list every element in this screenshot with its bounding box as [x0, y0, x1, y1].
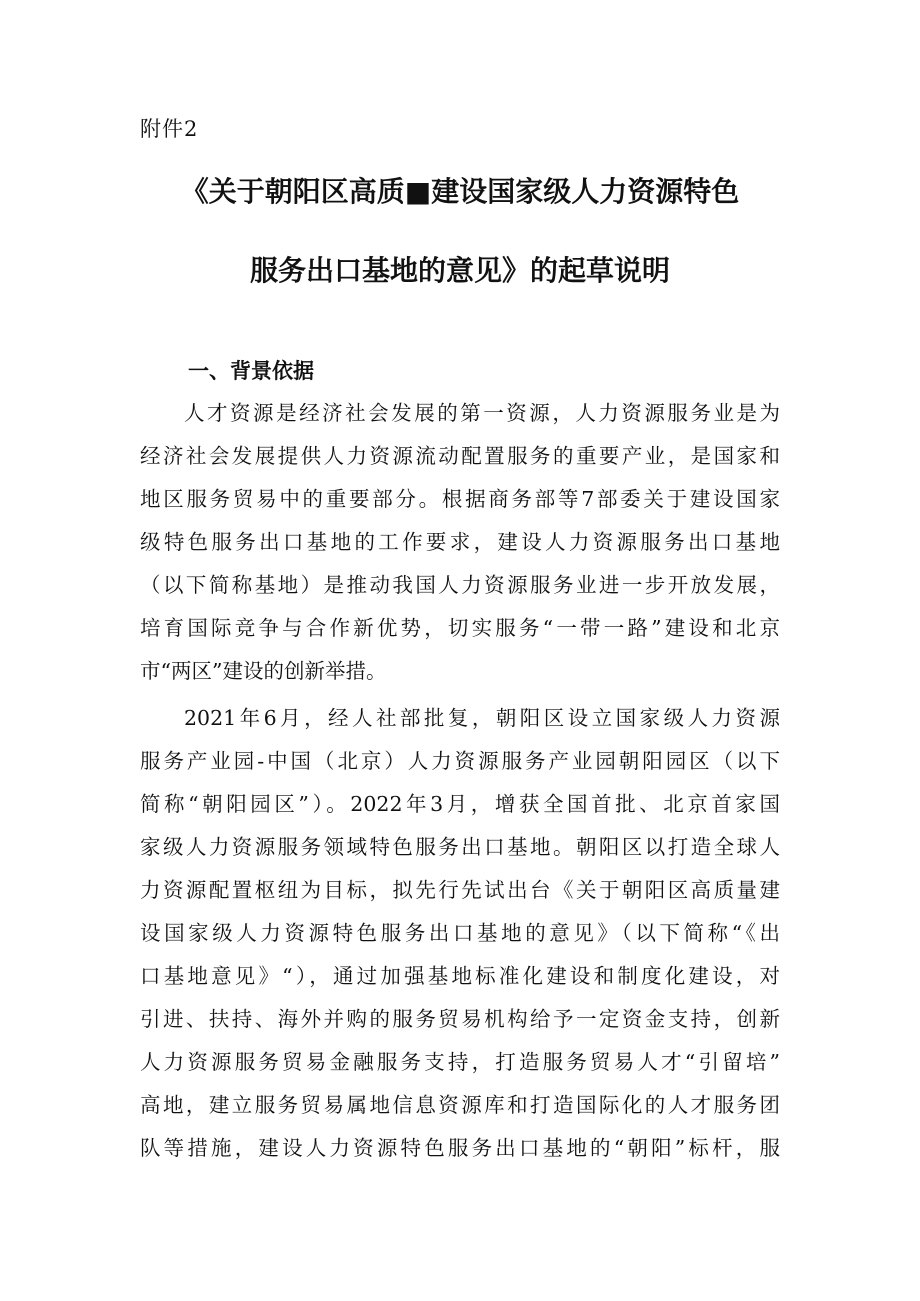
paragraph-2-line: 人力资源服务贸易金融服务支持，打造服务贸易人才“引留培”: [140, 1050, 780, 1074]
section-heading-background: 一、背景依据: [188, 359, 314, 383]
paragraph-1-line: 地区服务贸易中的重要部分。根据商务部等7部委关于建设国家: [140, 487, 780, 511]
paragraph-2-line: 力资源配置枢纽为目标，拟先行先试出台《关于朝阳区高质量建: [140, 878, 780, 902]
paragraph-2-line: 简称“朝阳园区”）。2022年3月，增获全国首批、北京首家国: [140, 792, 780, 816]
paragraph-2-line: 2021年6月，经人社部批复，朝阳区设立国家级人力资源: [184, 706, 780, 730]
paragraph-1-line: 人才资源是经济社会发展的第一资源，人力资源服务业是为: [184, 401, 780, 425]
paragraph-2-line: 服务产业园-中国（北京）人力资源服务产业园朝阳园区（以下: [140, 749, 780, 773]
attachment-label: 附件2: [140, 117, 199, 141]
paragraph-2-line: 设国家级人力资源特色服务出口基地的意见》（以下简称“《出: [140, 921, 780, 945]
document-title-line-2: 服务出口基地的意见》的起草说明: [249, 254, 670, 287]
paragraph-1-line: 经济社会发展提供人力资源流动配置服务的重要产业，是国家和: [140, 444, 780, 468]
document-title-line-1: 《关于朝阳区高质■建设国家级人力资源特色: [180, 175, 740, 208]
paragraph-1-line: 培育国际竞争与合作新优势，切实服务“一带一路”建设和北京: [140, 616, 780, 640]
paragraph-1-line: （以下简称基地）是推动我国人力资源服务业进一步开放发展，: [140, 573, 780, 597]
paragraph-2-line: 引进、扶持、海外并购的服务贸易机构给予一定资金支持，创新: [140, 1007, 780, 1031]
paragraph-2-line: 队等措施，建设人力资源特色服务出口基地的“朝阳”标杆，服: [140, 1136, 780, 1160]
paragraph-2-line: 高地，建立服务贸易属地信息资源库和打造国际化的人才服务团: [140, 1093, 780, 1117]
paragraph-2-line: 家级人力资源服务领域特色服务出口基地。朝阳区以打造全球人: [140, 835, 780, 859]
paragraph-2-line: 口基地意见》“），通过加强基地标准化建设和制度化建设，对: [140, 964, 780, 988]
paragraph-1-line: 市“两区”建设的创新举措。: [140, 659, 387, 683]
paragraph-1-line: 级特色服务出口基地的工作要求，建设人力资源服务出口基地: [140, 530, 780, 554]
